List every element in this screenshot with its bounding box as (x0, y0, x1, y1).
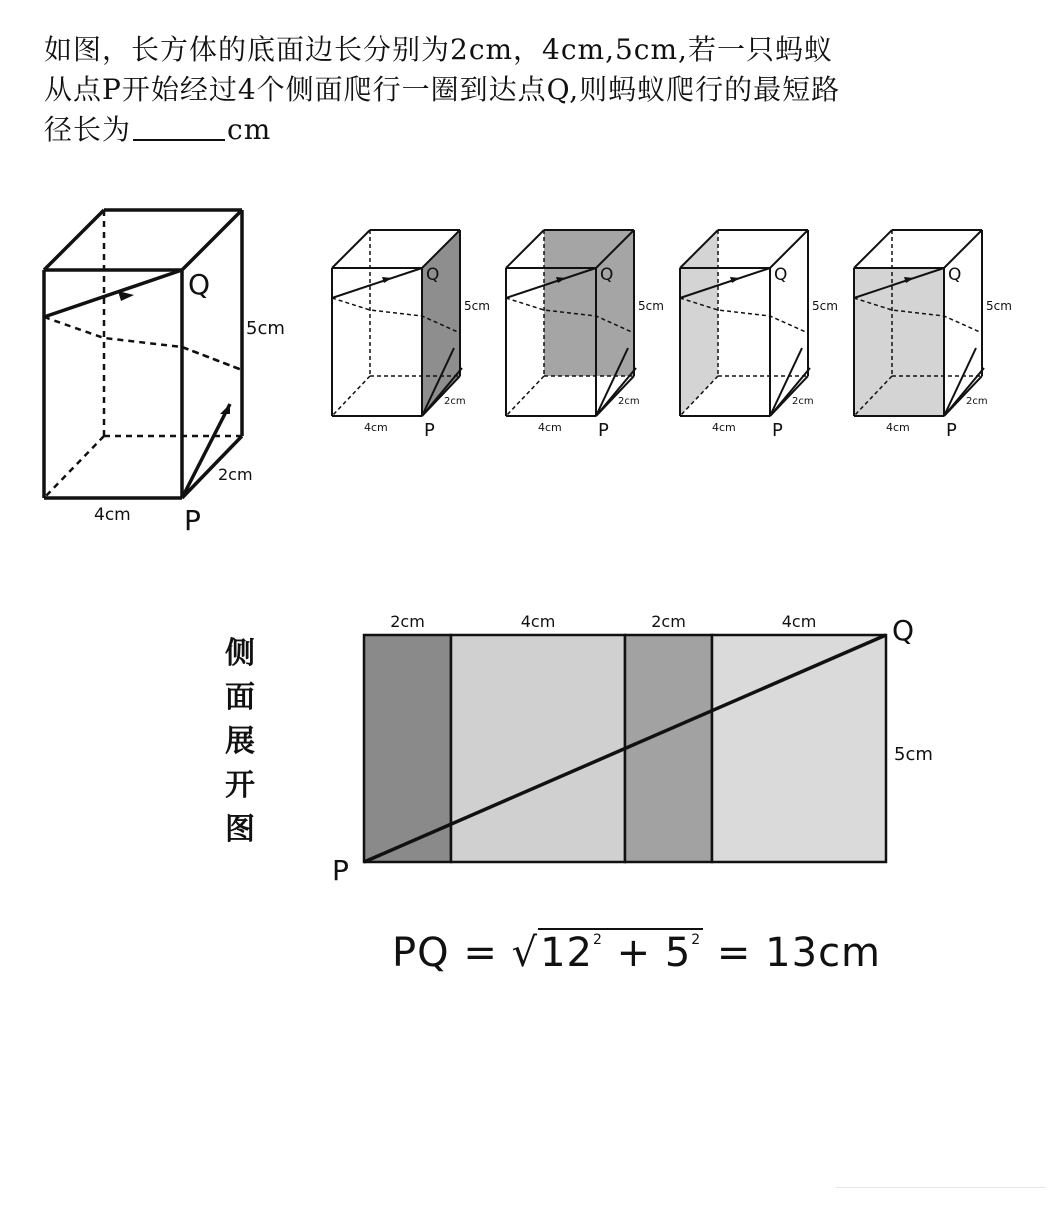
mini-height-label: 5cm (638, 299, 664, 313)
sqrt-icon: √ (511, 930, 539, 976)
main-q-label: Q (188, 268, 211, 301)
formula-base-1: 12 (540, 930, 593, 976)
small-cuboid-figure (504, 228, 674, 442)
small-cuboid-figure (852, 228, 1022, 442)
net-q-label: Q (892, 614, 915, 647)
formula-right: = 13cm (703, 930, 882, 976)
mini-width-label: 4cm (538, 421, 562, 434)
net-title-char: 展 (225, 724, 255, 759)
formula-plus: + (602, 930, 665, 976)
net-title-char: 面 (225, 680, 255, 715)
edge (854, 230, 892, 268)
shaded-face (544, 230, 634, 376)
mini-shaded-face (544, 230, 634, 376)
net-title-char: 侧 (225, 636, 255, 671)
shaded-face (422, 230, 460, 416)
mini-shaded-face (680, 230, 718, 416)
mini-width-label: 4cm (364, 421, 388, 434)
net-labels (390, 612, 816, 631)
main-p-label: P (184, 504, 201, 537)
mini-p-label: P (946, 420, 957, 441)
problem-line-3 (44, 110, 1054, 150)
net-segment-label: 2cm (651, 612, 686, 631)
mini-depth-label: 2cm (618, 396, 640, 407)
formula-base-2: 5 (664, 930, 692, 976)
mini-shaded-face (422, 230, 460, 416)
hidden-edge (332, 376, 370, 416)
arrowheads (118, 291, 230, 414)
mini-depth-label: 2cm (966, 396, 988, 407)
mini-p-label: P (424, 420, 435, 441)
net-title (220, 632, 260, 852)
mini-width-label: 4cm (712, 421, 736, 434)
decorative-divider (836, 1187, 1046, 1194)
mini-p-label: P (598, 420, 609, 441)
answer-blank (133, 113, 225, 141)
side-net (320, 600, 970, 890)
mini-q-label: Q (600, 265, 614, 285)
main-cuboid-figure (30, 200, 330, 540)
small-cuboid-figure (678, 228, 848, 442)
small-cuboid-figure (330, 228, 500, 442)
net-face (712, 635, 886, 862)
shaded-face (680, 230, 718, 416)
net-face (625, 635, 712, 862)
net-p-label: P (332, 854, 349, 887)
net-face (451, 635, 625, 862)
mini-height-label: 5cm (812, 299, 838, 313)
arrowhead (730, 277, 740, 283)
formula (392, 928, 881, 976)
edge (944, 230, 982, 268)
hidden-edges (44, 210, 242, 498)
mini-depth-label: 2cm (444, 396, 466, 407)
net-title-char: 图 (225, 812, 255, 847)
main-width-label: 4cm (94, 505, 131, 525)
formula-radicand (538, 928, 703, 976)
formula-left: PQ = (392, 930, 512, 976)
mini-p-label: P (772, 420, 783, 441)
main-height-label: 5cm (246, 318, 285, 339)
edge (770, 230, 808, 268)
edge (332, 230, 370, 268)
mini-width-label: 4cm (886, 421, 910, 434)
formula-exp-2: 2 (691, 932, 702, 948)
arrowhead (382, 277, 392, 283)
mini-q-label: Q (774, 265, 788, 285)
shaded-face (854, 268, 944, 416)
edge (506, 230, 544, 268)
problem-line-3-unit: cm (227, 113, 272, 146)
ant-path (332, 268, 422, 298)
main-depth-label: 2cm (218, 465, 253, 484)
mini-height-label: 5cm (464, 299, 490, 313)
ant-path (44, 270, 242, 498)
mini-height-label: 5cm (986, 299, 1012, 313)
mini-q-label: Q (426, 265, 440, 285)
net-segment-label: 4cm (781, 612, 817, 631)
hidden-edge (506, 376, 544, 416)
problem-line-3-start: 径长为 (44, 113, 132, 146)
net-segment-label: 2cm (390, 612, 425, 631)
mini-depth-label: 2cm (792, 396, 814, 407)
problem-text (44, 30, 1054, 150)
net-height-label: 5cm (894, 744, 933, 765)
formula-exp-1: 2 (592, 932, 603, 948)
cuboid-edges (44, 210, 242, 498)
mini-q-label: Q (948, 265, 962, 285)
problem-line-1: 如图，长方体的底面边长分别为2cm，4cm,5cm,若一只蚂蚁 (44, 33, 833, 66)
problem-line-2: 从点P开始经过4个侧面爬行一圈到达点Q,则蚂蚁爬行的最短路 (44, 73, 841, 106)
net-title-char: 开 (225, 768, 255, 803)
net-segment-label: 4cm (520, 612, 556, 631)
mini-shaded-face (854, 268, 944, 416)
